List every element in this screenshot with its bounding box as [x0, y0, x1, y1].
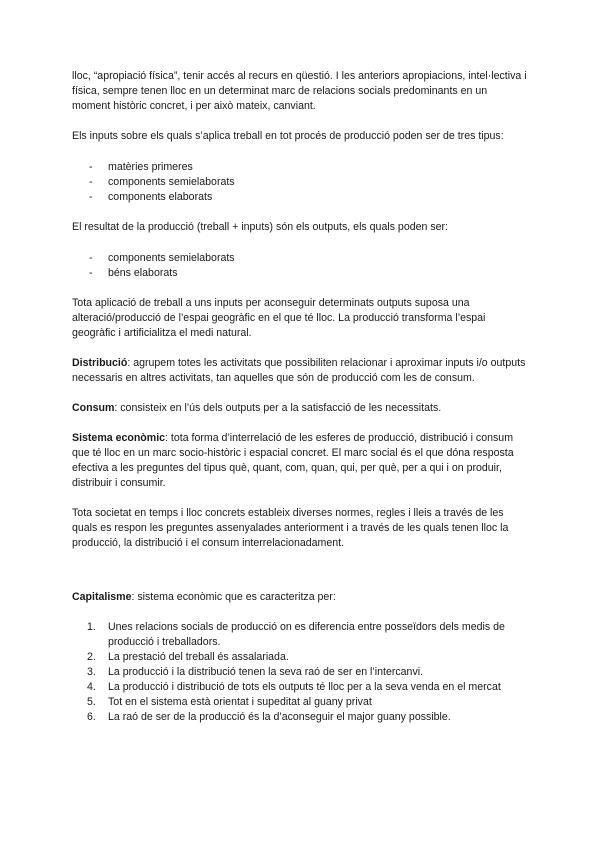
term-capitalisme: Capitalisme	[72, 591, 132, 603]
document-body	[72, 69, 528, 725]
paragraph-capitalisme: Capitalisme: sistema econòmic que es caracteritza per:	[72, 591, 336, 603]
list-item: 1. Unes relacions socials de producció on es diferencia entre posseïdors dels medis de producció i treballadors.	[87, 621, 505, 648]
list-marker: -	[89, 267, 93, 279]
list-item: 3. La producció i la distribució tenen la seva raó de ser en l’intercanvi.	[87, 666, 424, 678]
paragraph-sistema-economic: Sistema econòmic: tota forma d’interrelació de les esferes de producció, distribució i consum que té lloc en un marc socio-històric i espacial concret. El marc social és el que dóna resposta efectiva a les preguntes del tipus què, quant, com, quan, qui, per què, per a qui i on produir, distribuir i consumir.	[72, 432, 514, 489]
outputs-list	[72, 251, 528, 281]
list-item: - components elaborats	[89, 191, 213, 203]
term-distribucio: Distribució	[72, 357, 128, 369]
list-marker: -	[89, 161, 93, 173]
paragraph-appropriation: lloc, “apropiació física”, tenir accés al recurs en qüestió. I les anteriors apropiacions, intel·lectiva i física, sempre tenen lloc en un determinat marc de relacions socials predominants en un moment històric concret, i per això mateix, canviant.	[72, 70, 527, 112]
list-item: - components semielaborats	[89, 252, 235, 264]
list-item: - matèries primeres	[89, 161, 193, 173]
paragraph-production-space: Tota aplicació de treball a uns inputs per aconseguir determinats outputs suposa una alteració/producció de l’espai geogràfic en el que té lloc. La producció transforma l’espai geogràfic i artificialitza el medi natural.	[72, 297, 486, 339]
capitalisme-list	[72, 620, 528, 725]
list-item: 5. Tot en el sistema està orientat i supeditat al guany privat	[87, 696, 372, 708]
list-item: 4. La producció i distribució de tots els outputs té lloc per a la seva venda en el mercat	[87, 681, 501, 693]
paragraph-consum: Consum: consisteix en l’ús dels outputs per a la satisfacció de les necessitats.	[72, 402, 442, 414]
list-marker: -	[89, 252, 93, 264]
paragraph-inputs-intro: Els inputs sobre els quals s’aplica treball en tot procés de producció poden ser de tres tipus:	[72, 130, 504, 142]
paragraph-distribucio: Distribució: agrupem totes les activitats que possibiliten relacionar i aproximar inputs i/o outputs necessaris en altres activitats, tan aquelles que són de producció com les de consum.	[72, 357, 526, 384]
inputs-list	[72, 160, 528, 205]
term-sistema-economic: Sistema econòmic	[72, 432, 166, 444]
list-item: - béns elaborats	[89, 267, 178, 279]
term-consum: Consum	[72, 402, 115, 414]
list-marker: -	[89, 191, 93, 203]
list-marker: -	[89, 176, 93, 188]
list-item: 2. La prestació del treball és assalariada.	[87, 651, 289, 663]
list-item: - components semielaborats	[89, 176, 235, 188]
list-item: 6. La raó de ser de la producció és la d’aconseguir el major guany possible.	[87, 711, 451, 723]
paragraph-normes: Tota societat en temps i lloc concrets estableix diverses normes, regles i lleis a través de les quals es respon les preguntes assenyalades anteriorment i a través de les quals tenen lloc la producció, la distribució i el consum interrelacionadament.	[72, 507, 509, 549]
paragraph-outputs-intro: El resultat de la producció (treball + inputs) són els outputs, els quals poden ser:	[72, 221, 448, 233]
